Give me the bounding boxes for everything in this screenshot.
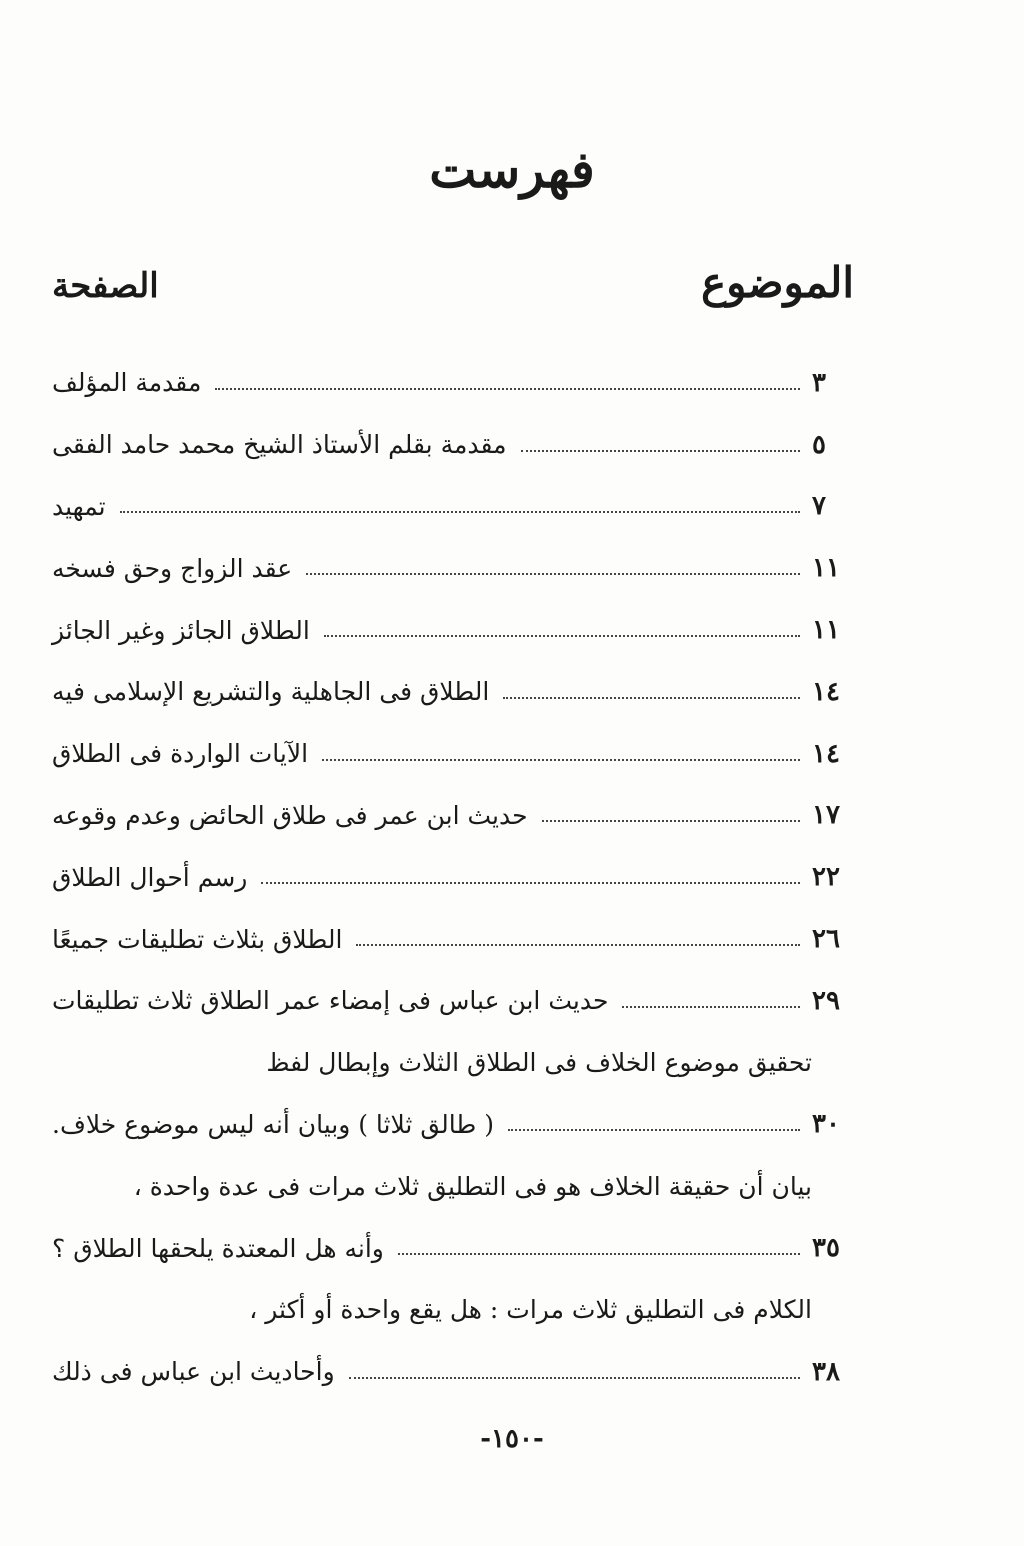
leader-dots (508, 1129, 800, 1131)
leader-dots (306, 573, 800, 575)
toc-entry-title: الطلاق بثلاث تطليقات جميعًا (52, 924, 343, 954)
toc-entry-page: ١٤ (812, 676, 840, 707)
toc-entry-page: ١١ (812, 553, 840, 584)
leader-dots (542, 820, 800, 822)
toc-entry (52, 1094, 858, 1156)
toc-entry-page: ٢٦ (812, 924, 840, 955)
leader-dots (120, 511, 800, 513)
toc-entry-title: رسم أحوال الطلاق (52, 862, 248, 892)
toc-entry-title: حديث ابن عباس فى إمضاء عمر الطلاق ثلاث تطليقات (52, 986, 609, 1016)
toc-entry (52, 414, 858, 476)
toc-entry-title: وأنه هل المعتدة يلحقها الطلاق ؟ (52, 1233, 384, 1263)
toc-entry-page: ٥ (812, 429, 826, 460)
toc-entry (52, 352, 858, 414)
toc-entry-title: مقدمة بقلم الأستاذ الشيخ محمد حامد الفقى (52, 430, 507, 460)
page-column-header: الصفحة (52, 266, 159, 306)
toc-entry-page: ١٧ (812, 800, 840, 831)
toc-entry-page: ٣٨ (812, 1356, 840, 1387)
leader-dots (215, 388, 800, 390)
toc-entry-title: مقدمة المؤلف (52, 368, 202, 398)
leader-dots (324, 635, 800, 637)
topic-column-header: الموضوع (701, 258, 854, 307)
table-of-contents (52, 352, 858, 1403)
toc-entry (52, 1217, 858, 1279)
toc-entry-continued (52, 1032, 858, 1094)
toc-entry-continued (52, 1155, 858, 1217)
toc-entry-page: ١١ (812, 615, 840, 646)
toc-entry-title: عقد الزواج وحق فسخه (52, 553, 293, 583)
leader-dots (322, 759, 800, 761)
toc-entry-page: ١٤ (812, 738, 840, 769)
toc-entry-title: ( طالق ثلاثا ) وبيان أنه ليس موضوع خلاف. (52, 1109, 495, 1139)
toc-entry-page: ٣ (812, 367, 826, 398)
toc-entry-title: حديث ابن عمر فى طلاق الحائض وعدم وقوعه (52, 800, 528, 830)
toc-entry-page: ٧ (812, 491, 826, 522)
toc-entry-page: ٣٠ (812, 1109, 840, 1140)
leader-dots (261, 882, 800, 884)
leader-dots (622, 1006, 800, 1008)
page-number: -١٥٠- (480, 1424, 544, 1454)
leader-dots (398, 1253, 800, 1255)
toc-entry-title: بيان أن حقيقة الخلاف هو فى التطليق ثلاث مرات فى عدة واحدة ، (133, 1171, 812, 1201)
toc-entry-continued (52, 1279, 858, 1341)
toc-entry-title: الطلاق الجائز وغير الجائز (52, 615, 310, 645)
page-title: فهرست (429, 140, 595, 199)
leader-dots (503, 697, 800, 699)
toc-entry-title: الكلام فى التطليق ثلاث مرات : هل يقع واحدة أو أكثر ، (249, 1295, 812, 1325)
toc-entry-title: تحقيق موضوع الخلاف فى الطلاق الثلاث وإبطال لفظ (266, 1048, 812, 1078)
toc-entry-title: الطلاق فى الجاهلية والتشريع الإسلامى فيه (52, 677, 490, 707)
toc-entry (52, 599, 858, 661)
leader-dots (356, 944, 800, 946)
toc-entry (52, 846, 858, 908)
toc-entry (52, 908, 858, 970)
toc-entry (52, 476, 858, 538)
toc-entry-title: الآيات الواردة فى الطلاق (52, 739, 309, 769)
toc-entry-page: ٢٩ (812, 985, 840, 1016)
toc-entry-page: ٢٢ (812, 862, 840, 893)
toc-entry (52, 1341, 858, 1403)
toc-entry (52, 970, 858, 1032)
toc-entry (52, 785, 858, 847)
toc-entry (52, 537, 858, 599)
leader-dots (349, 1377, 800, 1379)
toc-entry (52, 723, 858, 785)
toc-entry (52, 661, 858, 723)
leader-dots (521, 450, 800, 452)
toc-entry-title: تمهيد (52, 491, 106, 521)
toc-entry-title: وأحاديث ابن عباس فى ذلك (52, 1357, 335, 1387)
toc-entry-page: ٣٥ (812, 1233, 840, 1264)
